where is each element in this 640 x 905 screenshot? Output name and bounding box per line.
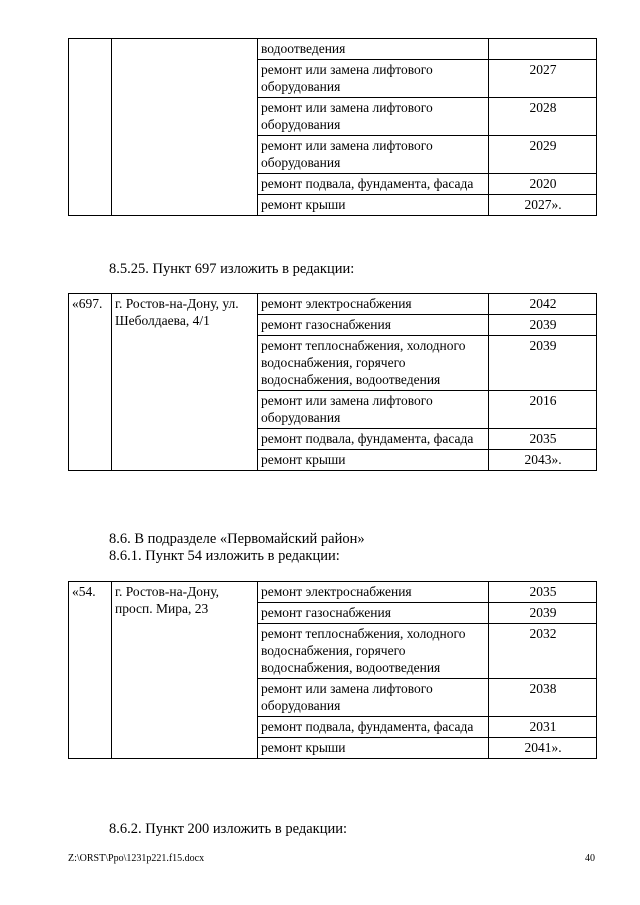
year-cell: 2031 (489, 717, 597, 738)
year-cell: 2041». (489, 738, 597, 759)
item-number-cell: «54. (69, 582, 112, 759)
table-row (69, 294, 597, 315)
year-cell: 2029 (489, 136, 597, 174)
address-cell: г. Ростов-на-Дону, ул. Шеболдаева, 4/1 (112, 294, 258, 471)
year-cell: 2028 (489, 98, 597, 136)
year-cell: 2032 (489, 624, 597, 679)
table-row (69, 39, 597, 60)
work-type-cell: ремонт подвала, фундамента, фасада (258, 717, 489, 738)
paragraph-item-54: 8.6.1. Пункт 54 изложить в редакции: (109, 548, 340, 564)
table-continuation (68, 38, 597, 216)
item-number-cell (69, 39, 112, 216)
work-type-cell: ремонт теплоснабжения, холодного водоснабжения, горячего водоснабжения, водоотведения (258, 624, 489, 679)
work-type-cell: ремонт теплоснабжения, холодного водоснабжения, горячего водоснабжения, водоотведения (258, 336, 489, 391)
footer-page-number: 40 (585, 853, 595, 864)
year-cell: 2016 (489, 391, 597, 429)
work-type-cell: ремонт крыши (258, 195, 489, 216)
year-cell: 2020 (489, 174, 597, 195)
table-row (69, 582, 597, 603)
table-item-697 (68, 293, 597, 471)
work-type-cell: ремонт или замена лифтового оборудования (258, 60, 489, 98)
work-type-cell: ремонт электроснабжения (258, 582, 489, 603)
work-type-cell: ремонт или замена лифтового оборудования (258, 98, 489, 136)
year-cell (489, 39, 597, 60)
work-type-cell: ремонт газоснабжения (258, 315, 489, 336)
work-type-cell: ремонт подвала, фундамента, фасада (258, 429, 489, 450)
work-type-cell: ремонт или замена лифтового оборудования (258, 679, 489, 717)
year-cell: 2035 (489, 582, 597, 603)
paragraph-section-8-6: 8.6. В подразделе «Первомайский район» (109, 531, 365, 547)
year-cell: 2042 (489, 294, 597, 315)
work-type-cell: ремонт или замена лифтового оборудования (258, 391, 489, 429)
paragraph-item-697: 8.5.25. Пункт 697 изложить в редакции: (109, 261, 355, 277)
year-cell: 2039 (489, 315, 597, 336)
year-cell: 2027 (489, 60, 597, 98)
work-type-cell: ремонт газоснабжения (258, 603, 489, 624)
year-cell: 2043». (489, 450, 597, 471)
work-type-cell: ремонт крыши (258, 450, 489, 471)
item-number-cell: «697. (69, 294, 112, 471)
footer-file-path: Z:\ORST\Ppo\1231p221.f15.docx (68, 853, 205, 864)
work-type-cell: водоотведения (258, 39, 489, 60)
year-cell: 2035 (489, 429, 597, 450)
work-type-cell: ремонт электроснабжения (258, 294, 489, 315)
year-cell: 2027». (489, 195, 597, 216)
address-cell (112, 39, 258, 216)
work-type-cell: ремонт или замена лифтового оборудования (258, 136, 489, 174)
address-cell: г. Ростов-на-Дону, просп. Мира, 23 (112, 582, 258, 759)
work-type-cell: ремонт подвала, фундамента, фасада (258, 174, 489, 195)
year-cell: 2038 (489, 679, 597, 717)
table-item-54 (68, 581, 597, 759)
year-cell: 2039 (489, 336, 597, 391)
year-cell: 2039 (489, 603, 597, 624)
work-type-cell: ремонт крыши (258, 738, 489, 759)
paragraph-item-200: 8.6.2. Пункт 200 изложить в редакции: (109, 821, 348, 837)
